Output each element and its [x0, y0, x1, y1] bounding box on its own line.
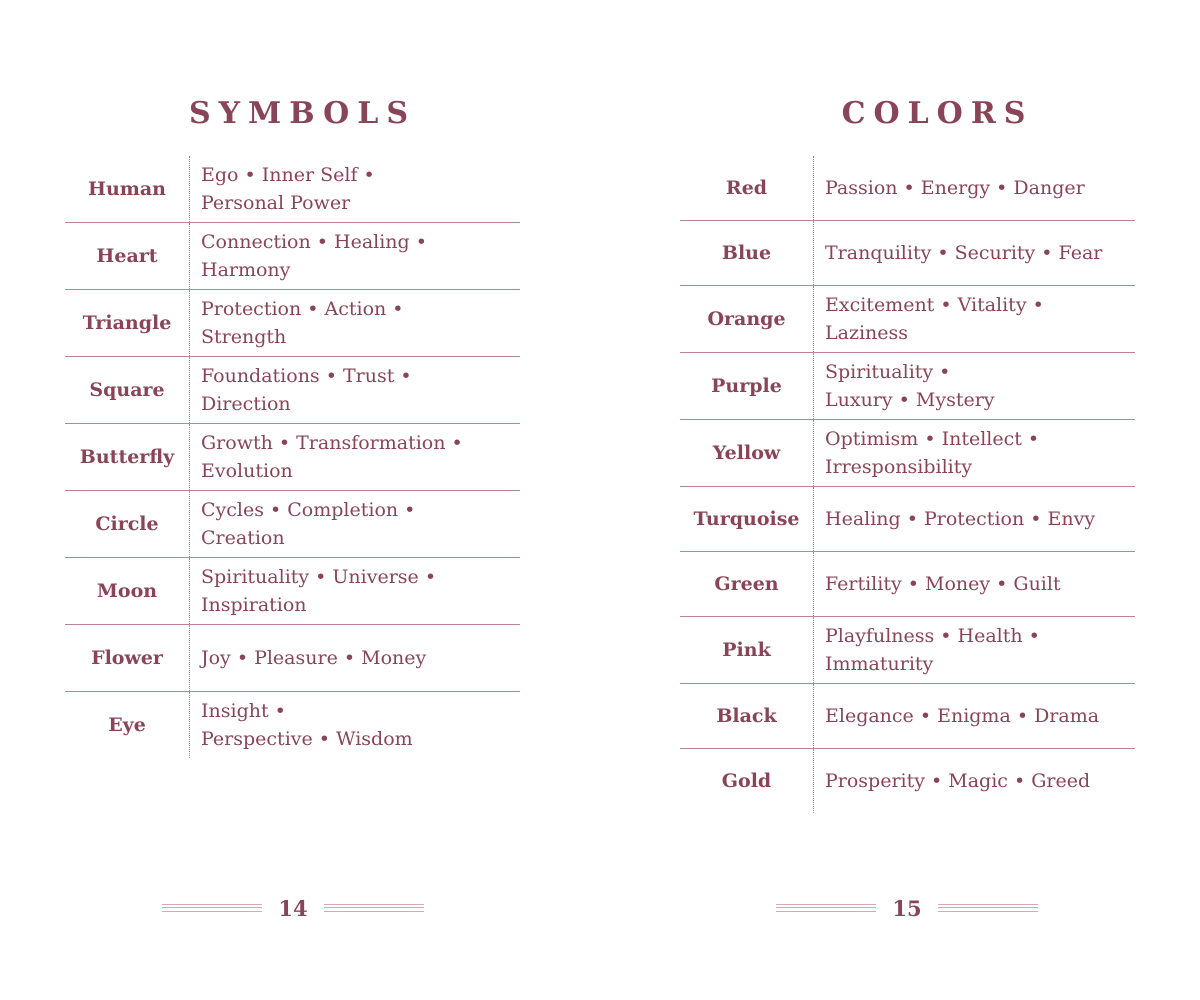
symbol-name: Eye: [65, 692, 190, 758]
color-name: Orange: [680, 286, 814, 352]
table-row: [680, 487, 1135, 552]
colors-title: COLORS: [841, 96, 1034, 131]
symbol-name: Moon: [65, 558, 190, 624]
page-number: 15: [892, 895, 922, 921]
table-row: [65, 424, 520, 491]
table-row: [680, 749, 1135, 813]
color-name: Black: [680, 684, 814, 748]
ornamental-rule: [324, 904, 424, 912]
table-row: [65, 558, 520, 625]
page-number-footer: [772, 893, 1042, 923]
color-name: Purple: [680, 353, 814, 419]
symbol-meaning: Joy • Pleasure • Money: [201, 647, 427, 669]
symbol-meaning: Connection • Healing • Harmony: [201, 231, 427, 281]
color-meaning: Healing • Protection • Envy: [825, 508, 1096, 530]
page-number: 14: [278, 895, 308, 921]
table-row: [680, 420, 1135, 487]
symbol-meaning: Growth • Transformation • Evolution: [201, 432, 463, 482]
symbol-name: Triangle: [65, 290, 190, 356]
color-name: Green: [680, 552, 814, 616]
color-meaning: Elegance • Enigma • Drama: [825, 705, 1100, 727]
symbol-name: Circle: [65, 491, 190, 557]
color-meaning: Excitement • Vitality • Laziness: [825, 294, 1044, 344]
symbol-meaning: Insight • Perspective • Wisdom: [201, 700, 413, 750]
color-meaning: Optimism • Intellect • Irresponsibility: [825, 428, 1040, 478]
symbols-table: [65, 156, 520, 758]
table-row: [65, 491, 520, 558]
ornamental-rule: [776, 904, 876, 912]
symbol-name: Butterfly: [65, 424, 190, 490]
colors-table: [680, 156, 1135, 813]
ornamental-rule: [938, 904, 1038, 912]
color-name: Gold: [680, 749, 814, 813]
symbol-name: Heart: [65, 223, 190, 289]
symbol-meaning: Protection • Action • Strength: [201, 298, 404, 348]
right-page: [600, 0, 1200, 1000]
color-name: Red: [680, 156, 814, 220]
table-row: [65, 625, 520, 692]
symbol-name: Square: [65, 357, 190, 423]
color-meaning: Playfulness • Health • Immaturity: [825, 625, 1040, 675]
table-row: [65, 223, 520, 290]
symbol-meaning: Foundations • Trust • Direction: [201, 365, 412, 415]
table-row: [680, 286, 1135, 353]
table-row: [680, 221, 1135, 286]
table-row: [680, 684, 1135, 749]
table-row: [680, 156, 1135, 221]
color-name: Yellow: [680, 420, 814, 486]
symbols-title: SYMBOLS: [188, 96, 417, 131]
ornamental-rule: [162, 904, 262, 912]
table-row: [65, 692, 520, 758]
table-row: [65, 290, 520, 357]
color-meaning: Tranquility • Security • Fear: [825, 242, 1103, 264]
table-row: [65, 357, 520, 424]
table-row: [680, 617, 1135, 684]
symbol-name: Flower: [65, 625, 190, 691]
color-meaning: Spirituality • Luxury • Mystery: [825, 361, 995, 411]
symbol-meaning: Cycles • Completion • Creation: [201, 499, 416, 549]
color-name: Pink: [680, 617, 814, 683]
color-name: Turquoise: [680, 487, 814, 551]
color-name: Blue: [680, 221, 814, 285]
symbol-name: Human: [65, 156, 190, 222]
color-meaning: Fertility • Money • Guilt: [825, 573, 1061, 595]
symbol-meaning: Ego • Inner Self • Personal Power: [201, 164, 375, 214]
color-meaning: Prosperity • Magic • Greed: [825, 770, 1091, 792]
symbol-meaning: Spirituality • Universe • Inspiration: [201, 566, 437, 616]
table-row: [680, 353, 1135, 420]
table-row: [65, 156, 520, 223]
color-meaning: Passion • Energy • Danger: [825, 177, 1085, 199]
table-row: [680, 552, 1135, 617]
page-number-footer: [158, 893, 428, 923]
